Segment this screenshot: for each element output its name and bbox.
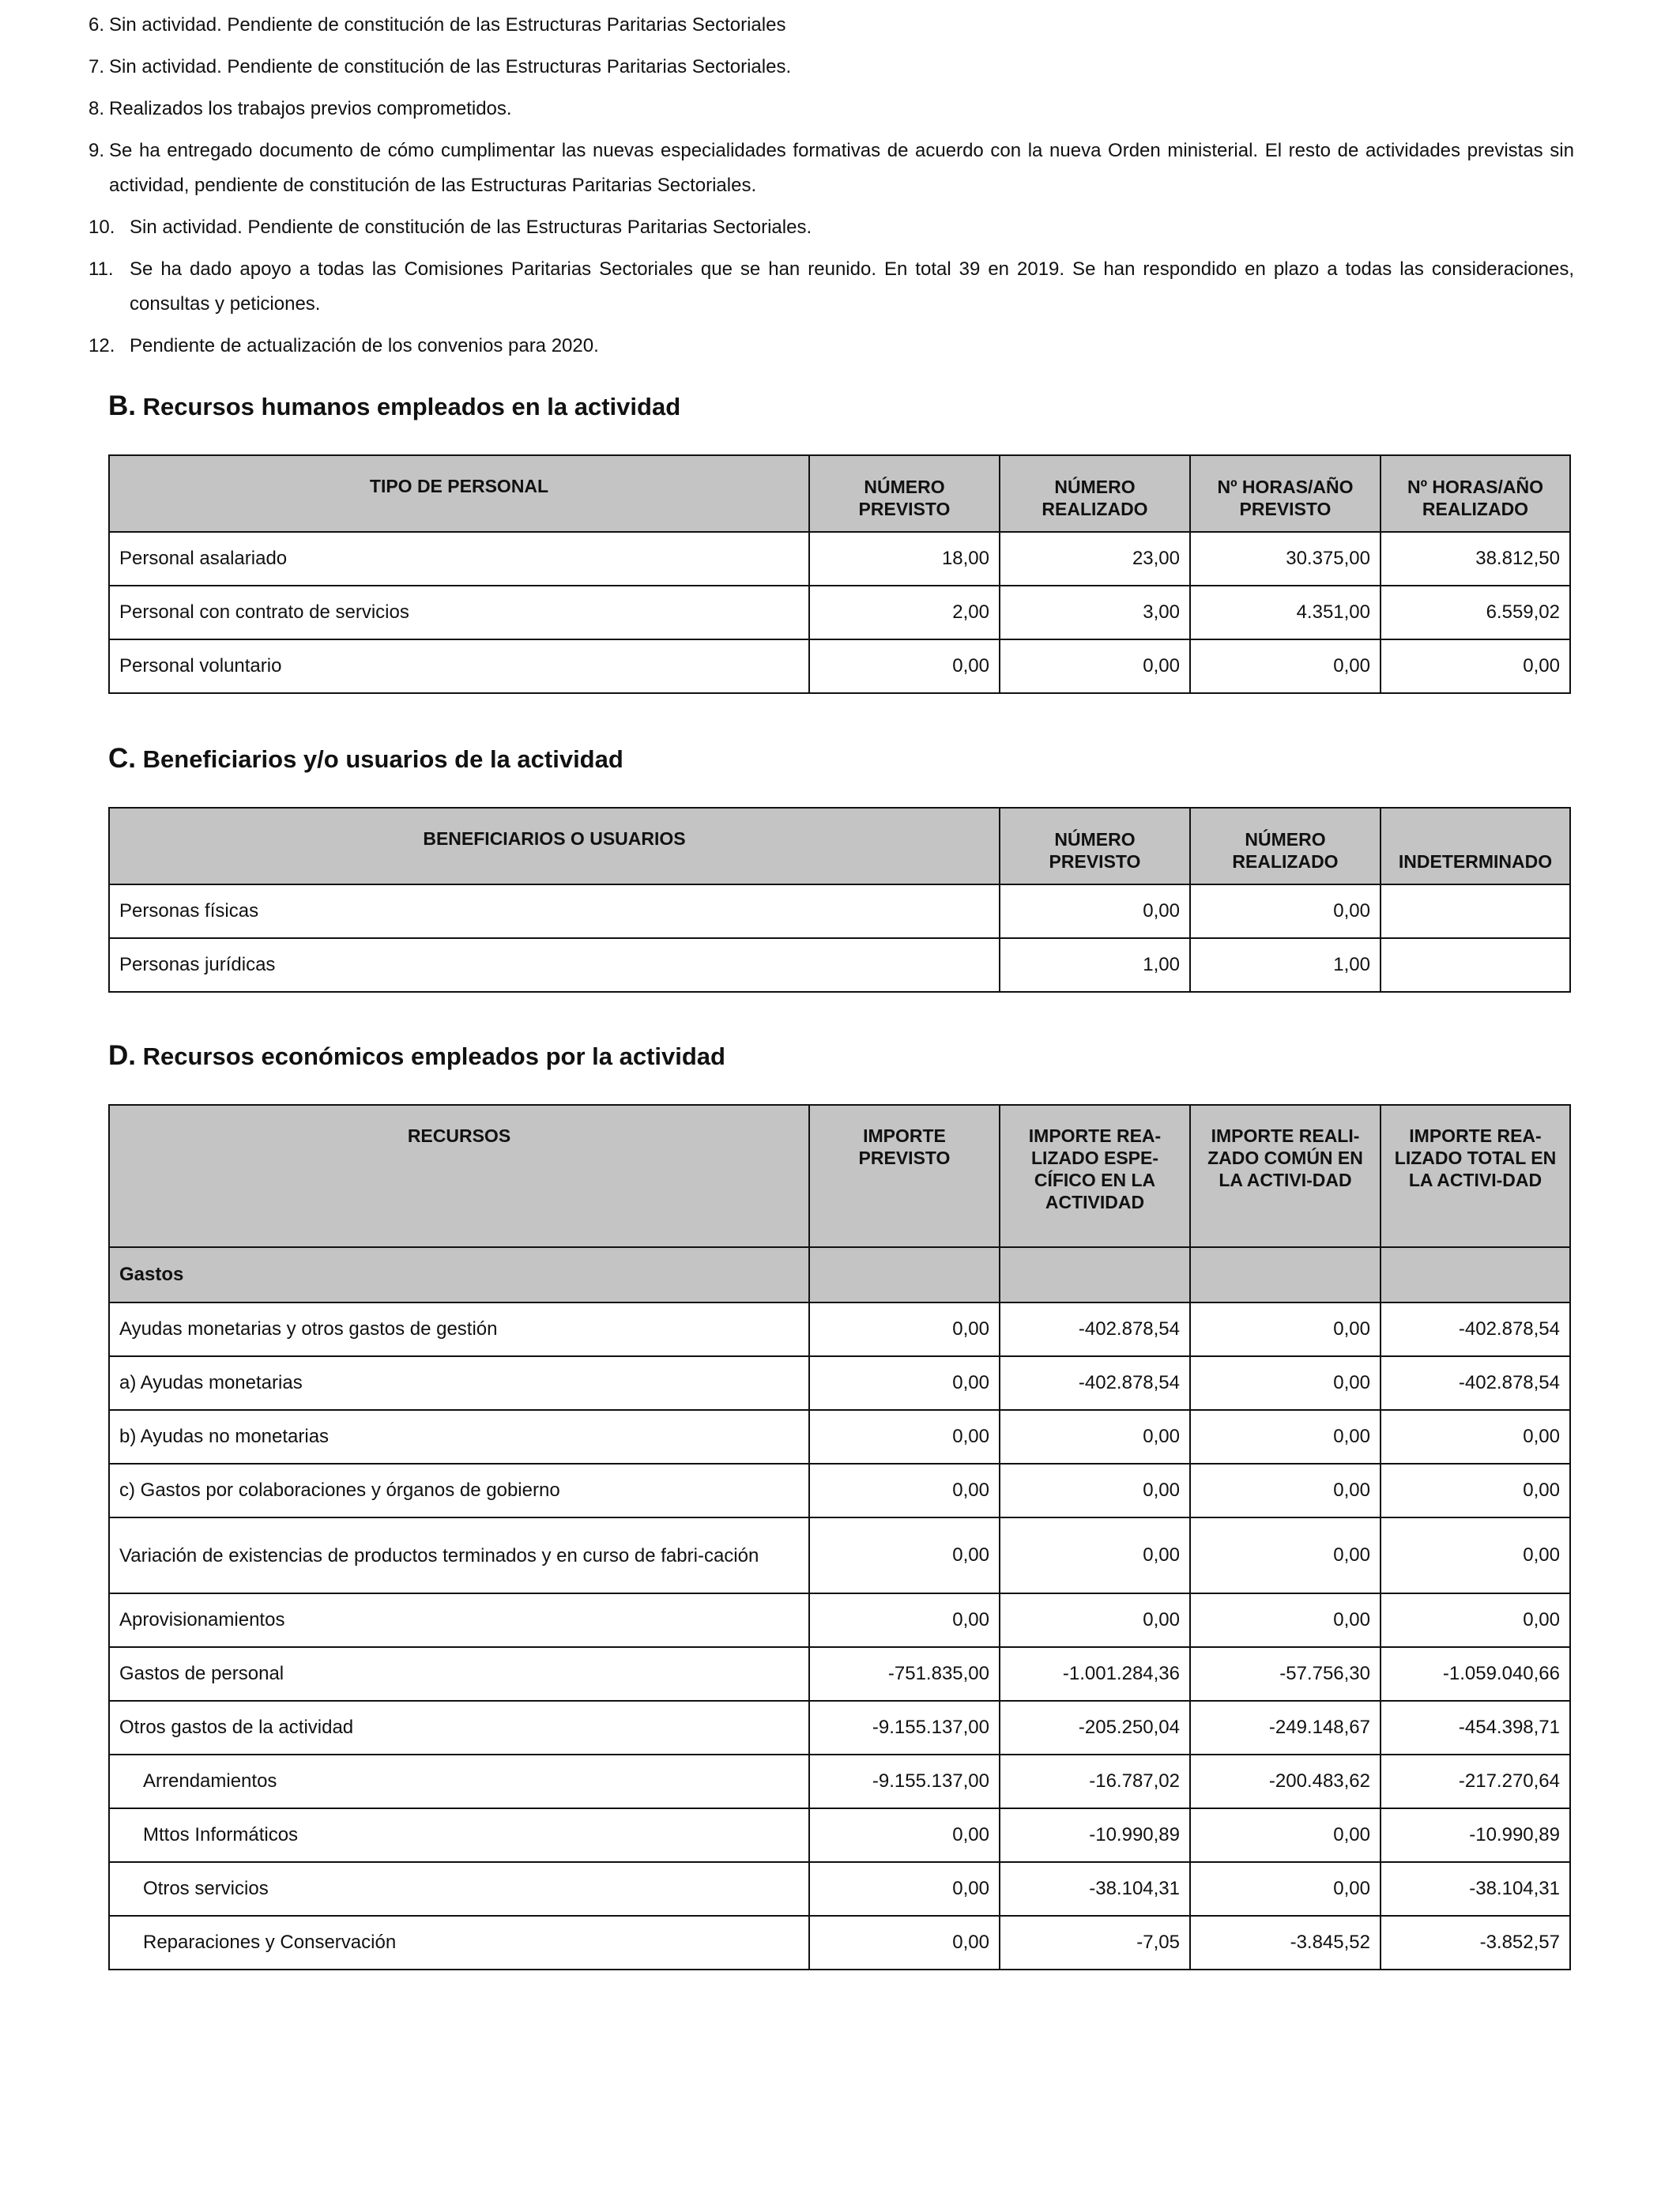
- cell-value: -1.001.284,36: [1000, 1647, 1190, 1701]
- cell-value: [1381, 884, 1570, 938]
- row-label: Reparaciones y Conservación: [109, 1916, 809, 1970]
- list-text: Se ha dado apoyo a todas las Comisiones Paritarias Sectoriales que se han reunido. En total 39 en 2019. Se han respondido en plazo a todas las consideraciones, consultas y peticiones.: [130, 258, 1574, 315]
- empty-cell: [1190, 1247, 1381, 1302]
- cell-value: 0,00: [1381, 1464, 1570, 1517]
- cell-value: 0,00: [1190, 1410, 1381, 1464]
- row-label: Variación de existencias de productos terminados y en curso de fabri-cación: [109, 1517, 809, 1593]
- row-label: b) Ayudas no monetarias: [109, 1410, 809, 1464]
- cell-value: 3,00: [1000, 586, 1190, 639]
- column-header: Nº HORAS/AÑO REALIZADO: [1381, 455, 1570, 532]
- cell-value: 30.375,00: [1190, 532, 1381, 586]
- table-row: [109, 1356, 1570, 1410]
- activity-list: [89, 8, 1574, 371]
- subheader-label: Gastos: [109, 1247, 809, 1302]
- cell-value: 0,00: [809, 1517, 1000, 1593]
- cell-value: 0,00: [809, 1464, 1000, 1517]
- list-number: 8.: [89, 98, 105, 119]
- row-label: Personal asalariado: [109, 532, 809, 586]
- cell-value: -249.148,67: [1190, 1701, 1381, 1755]
- cell-value: -217.270,64: [1381, 1755, 1570, 1808]
- column-header: NÚMERO PREVISTO: [809, 455, 1000, 532]
- list-number: 12.: [89, 335, 115, 356]
- cell-value: -402.878,54: [1000, 1302, 1190, 1356]
- table-row: [109, 1647, 1570, 1701]
- column-header: NÚMERO PREVISTO: [1000, 808, 1190, 884]
- column-header: RECURSOS: [109, 1105, 809, 1247]
- section-letter: C.: [108, 743, 136, 774]
- list-number: 9.: [89, 140, 105, 161]
- column-header: IMPORTE REALI-ZADO COMÚN EN LA ACTIVI-DAD: [1190, 1105, 1381, 1247]
- cell-value: -38.104,31: [1381, 1862, 1570, 1916]
- column-header: BENEFICIARIOS O USUARIOS: [109, 808, 1000, 884]
- cell-value: -402.878,54: [1381, 1356, 1570, 1410]
- cell-value: 0,00: [1190, 884, 1381, 938]
- table-row: [109, 884, 1570, 938]
- table-row: [109, 1808, 1570, 1862]
- column-header: INDETERMINADO: [1381, 808, 1570, 884]
- cell-value: 0,00: [1190, 639, 1381, 693]
- cell-value: -402.878,54: [1381, 1302, 1570, 1356]
- list-number: 6.: [89, 14, 105, 36]
- row-label: a) Ayudas monetarias: [109, 1356, 809, 1410]
- empty-cell: [809, 1247, 1000, 1302]
- cell-value: 0,00: [809, 1862, 1000, 1916]
- list-number: 10.: [89, 217, 115, 238]
- row-label: Ayudas monetarias y otros gastos de gestión: [109, 1302, 809, 1356]
- column-header: IMPORTE REA-LIZADO ESPE-CÍFICO EN LA ACTIVIDAD: [1000, 1105, 1190, 1247]
- list-item: [89, 8, 1574, 43]
- list-text: Se ha entregado documento de cómo cumplimentar las nuevas especialidades formativas de acuerdo con la nueva Orden ministerial. El resto de actividades previstas sin actividad, pendiente de constitución de las Estructuras Paritarias Sectoriales.: [109, 140, 1574, 196]
- cell-value: -9.155.137,00: [809, 1755, 1000, 1808]
- table-row: [109, 639, 1570, 693]
- cell-value: 2,00: [809, 586, 1000, 639]
- list-number: 7.: [89, 56, 105, 77]
- cell-value: 0,00: [1190, 1517, 1381, 1593]
- economic-resources-table: [108, 1104, 1571, 1970]
- section-title-text: Recursos humanos empleados en la actividad: [142, 393, 681, 420]
- cell-value: -751.835,00: [809, 1647, 1000, 1701]
- cell-value: 0,00: [1190, 1356, 1381, 1410]
- list-item: [89, 134, 1574, 203]
- cell-value: -9.155.137,00: [809, 1701, 1000, 1755]
- cell-value: 0,00: [809, 1916, 1000, 1970]
- column-header: NÚMERO REALIZADO: [1000, 455, 1190, 532]
- cell-value: 0,00: [809, 1593, 1000, 1647]
- cell-value: 0,00: [1000, 1593, 1190, 1647]
- column-header: NÚMERO REALIZADO: [1190, 808, 1381, 884]
- table-row: [109, 1517, 1570, 1593]
- row-label: Mttos Informáticos: [109, 1808, 809, 1862]
- row-label: Personas físicas: [109, 884, 1000, 938]
- cell-value: 23,00: [1000, 532, 1190, 586]
- cell-value: 0,00: [1381, 1410, 1570, 1464]
- list-item: [89, 252, 1574, 322]
- row-label: Arrendamientos: [109, 1755, 809, 1808]
- section-letter: B.: [108, 390, 136, 421]
- cell-value: 1,00: [1190, 938, 1381, 992]
- table-row: [109, 1410, 1570, 1464]
- cell-value: 0,00: [1190, 1464, 1381, 1517]
- cell-value: 0,00: [1000, 884, 1190, 938]
- cell-value: -57.756,30: [1190, 1647, 1381, 1701]
- cell-value: -454.398,71: [1381, 1701, 1570, 1755]
- cell-value: -10.990,89: [1000, 1808, 1190, 1862]
- empty-cell: [1000, 1247, 1190, 1302]
- row-label: Personal voluntario: [109, 639, 809, 693]
- table-subheader-row: [109, 1247, 1570, 1302]
- row-label: Otros servicios: [109, 1862, 809, 1916]
- column-header: Nº HORAS/AÑO PREVISTO: [1190, 455, 1381, 532]
- table-row: [109, 1302, 1570, 1356]
- cell-value: 0,00: [1000, 1410, 1190, 1464]
- list-number: 11.: [89, 258, 114, 280]
- table-row: [109, 1593, 1570, 1647]
- section-title-text: Beneficiarios y/o usuarios de la actividad: [142, 745, 623, 773]
- cell-value: 38.812,50: [1381, 532, 1570, 586]
- cell-value: 0,00: [809, 1410, 1000, 1464]
- empty-cell: [1381, 1247, 1570, 1302]
- cell-value: 1,00: [1000, 938, 1190, 992]
- cell-value: -3.845,52: [1190, 1916, 1381, 1970]
- row-label: Aprovisionamientos: [109, 1593, 809, 1647]
- list-text: Sin actividad. Pendiente de constitución de las Estructuras Paritarias Sectoriales.: [109, 56, 792, 77]
- cell-value: 0,00: [1381, 1517, 1570, 1593]
- cell-value: -402.878,54: [1000, 1356, 1190, 1410]
- list-text: Sin actividad. Pendiente de constitución de las Estructuras Paritarias Sectoriales.: [130, 217, 812, 238]
- cell-value: -3.852,57: [1381, 1916, 1570, 1970]
- cell-value: [1381, 938, 1570, 992]
- table-row: [109, 532, 1570, 586]
- cell-value: 0,00: [809, 1302, 1000, 1356]
- table-row: [109, 1916, 1570, 1970]
- table-row: [109, 1701, 1570, 1755]
- cell-value: 18,00: [809, 532, 1000, 586]
- table-row: [109, 586, 1570, 639]
- cell-value: -205.250,04: [1000, 1701, 1190, 1755]
- human-resources-table: [108, 454, 1571, 694]
- table-row: [109, 1862, 1570, 1916]
- cell-value: 0,00: [1190, 1302, 1381, 1356]
- cell-value: -10.990,89: [1381, 1808, 1570, 1862]
- cell-value: -7,05: [1000, 1916, 1190, 1970]
- list-item: [89, 92, 1574, 126]
- section-d-title: [108, 1040, 725, 1072]
- list-item: [89, 50, 1574, 85]
- cell-value: 0,00: [1000, 1517, 1190, 1593]
- list-item: [89, 329, 1574, 364]
- cell-value: 0,00: [809, 639, 1000, 693]
- table-row: [109, 1464, 1570, 1517]
- list-text: Sin actividad. Pendiente de constitución de las Estructuras Paritarias Sectoriales: [109, 14, 786, 36]
- cell-value: 0,00: [809, 1356, 1000, 1410]
- row-label: c) Gastos por colaboraciones y órganos de gobierno: [109, 1464, 809, 1517]
- cell-value: 0,00: [1000, 1464, 1190, 1517]
- cell-value: 0,00: [1381, 639, 1570, 693]
- column-header: IMPORTE REA-LIZADO TOTAL EN LA ACTIVI-DAD: [1381, 1105, 1570, 1247]
- cell-value: 0,00: [1190, 1862, 1381, 1916]
- beneficiaries-table: [108, 807, 1571, 993]
- row-label: Personal con contrato de servicios: [109, 586, 809, 639]
- cell-value: 0,00: [809, 1808, 1000, 1862]
- row-label: Gastos de personal: [109, 1647, 809, 1701]
- cell-value: -16.787,02: [1000, 1755, 1190, 1808]
- table-row: [109, 938, 1570, 992]
- section-c-title: [108, 743, 623, 775]
- cell-value: 0,00: [1000, 639, 1190, 693]
- column-header: IMPORTE PREVISTO: [809, 1105, 1000, 1247]
- cell-value: 4.351,00: [1190, 586, 1381, 639]
- row-label: Personas jurídicas: [109, 938, 1000, 992]
- cell-value: 6.559,02: [1381, 586, 1570, 639]
- cell-value: 0,00: [1190, 1808, 1381, 1862]
- section-b-title: [108, 390, 680, 422]
- row-label: Otros gastos de la actividad: [109, 1701, 809, 1755]
- list-text: Pendiente de actualización de los convenios para 2020.: [130, 335, 599, 356]
- cell-value: 0,00: [1381, 1593, 1570, 1647]
- cell-value: -200.483,62: [1190, 1755, 1381, 1808]
- cell-value: 0,00: [1190, 1593, 1381, 1647]
- list-item: [89, 210, 1574, 245]
- section-letter: D.: [108, 1040, 136, 1071]
- table-row: [109, 1755, 1570, 1808]
- cell-value: -38.104,31: [1000, 1862, 1190, 1916]
- column-header: TIPO DE PERSONAL: [109, 455, 809, 532]
- cell-value: -1.059.040,66: [1381, 1647, 1570, 1701]
- section-title-text: Recursos económicos empleados por la actividad: [142, 1042, 725, 1070]
- list-text: Realizados los trabajos previos comprometidos.: [109, 98, 512, 119]
